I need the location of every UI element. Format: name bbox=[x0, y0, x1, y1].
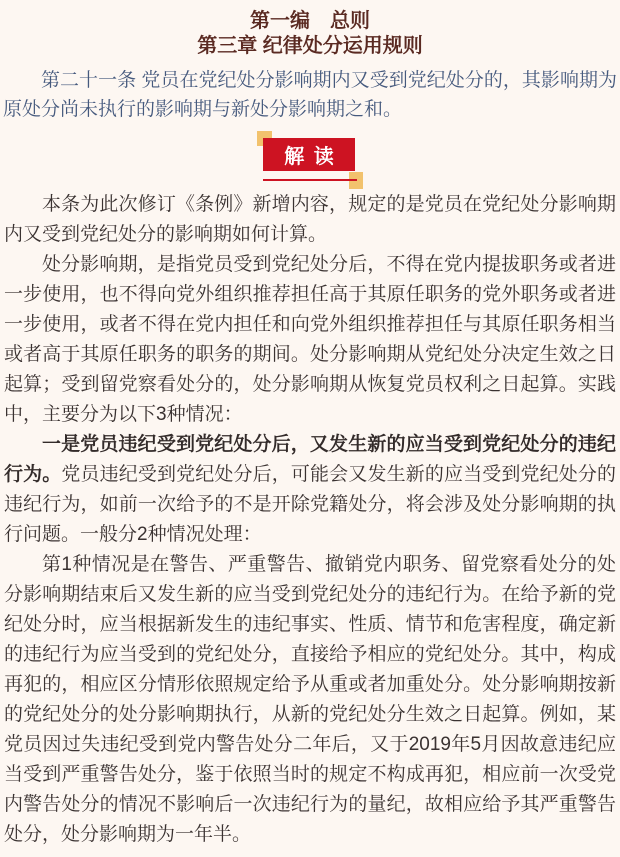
jiedu-badge-label: 解 读 bbox=[284, 146, 336, 168]
article-text: 第二十一条 党员在党纪处分影响期内又受到党纪处分的，其影响期为原处分尚未执行的影响期与新处分影响期之和。 bbox=[3, 70, 617, 120]
body-paragraph bbox=[4, 250, 616, 430]
jiedu-badge bbox=[263, 138, 357, 181]
body-paragraph bbox=[4, 190, 616, 250]
jiedu-badge-box bbox=[263, 138, 355, 171]
part-heading: 第一编 总则 bbox=[250, 10, 370, 32]
paragraph-text: 党员违纪受到党纪处分后，可能会又发生新的应当受到党纪处分的违纪行为，如前一次给予的不是开除党籍处分，将会涉及处分影响期的执行问题。一般分2种情况处理： bbox=[4, 464, 616, 545]
commentary-body bbox=[0, 190, 620, 850]
paragraph-bold-lead: 一是党员违纪受到党纪处分后，又发生新的应当受到党纪处分的违纪行为。 bbox=[4, 434, 616, 485]
body-paragraph bbox=[4, 550, 616, 850]
chapter-heading: 第三章 纪律处分运用规则 bbox=[197, 35, 423, 57]
paragraph-text: 处分影响期，是指党员受到党纪处分后，不得在党内提拔职务或者进一步使用，也不得向党外组织推荐担任高于其原任职务的党外职务或者进一步使用，或者不得在党内担任和向党外组织推荐担任与其原任职务相当或者高于其原任职务的职务的期间。处分影响期从党纪处分决定生效之日起算；受到留党察看处分的，处分影响期从恢复党员权利之日起算。实践中，主要分为以下3种情况： bbox=[4, 254, 616, 425]
body-paragraph bbox=[4, 430, 616, 550]
jiedu-badge-underline bbox=[263, 179, 357, 181]
paragraph-text: 第1种情况是在警告、严重警告、撤销党内职务、留党察看处分的处分影响期结束后又发生新的应当受到党纪处分的违纪行为。在给予新的党纪处分时，应当根据新发生的违纪事实、性质、情节和危害程度，确定新的违纪行为应当受到的党纪处分，直接给予相应的党纪处分。其中，构成再犯的，相应区分情形依照规定给予从重或者加重处分。处分影响期按新的党纪处分的处分影响期执行，从新的党纪处分生效之日起算。例如，某党员因过失违纪受到党内警告处分二年后，又于2019年5月因故意违纪应当受到严重警告处分，鉴于依照当时的规定不构成再犯，相应前一次受党内警告处分的情况不影响后一次违纪行为的量纪，故相应给予其严重警告处分，处分影响期为一年半。 bbox=[4, 554, 616, 845]
paragraph-text: 本条为此次修订《条例》新增内容，规定的是党员在党纪处分影响期内又受到党纪处分的影响期如何计算。 bbox=[4, 194, 616, 245]
